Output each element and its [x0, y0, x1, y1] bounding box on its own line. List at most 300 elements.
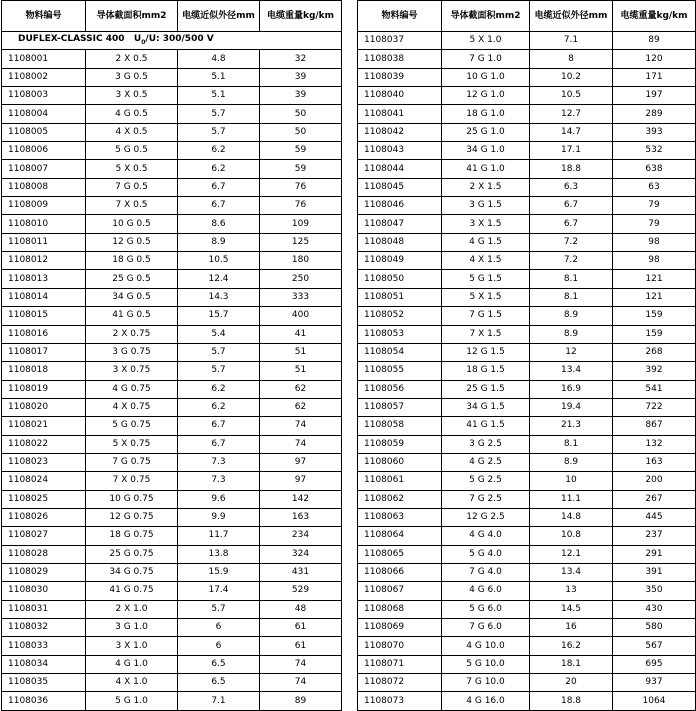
cell-weight: 867 [613, 417, 696, 435]
table-row [358, 325, 696, 343]
cell-material-code: 1108054 [358, 343, 442, 361]
cell-cross-section: 7 G 1.5 [442, 307, 530, 325]
cell-outer-diameter: 4.8 [178, 50, 260, 68]
table-row [2, 582, 342, 600]
cell-weight: 250 [260, 270, 342, 288]
table-row [2, 380, 342, 398]
table-body-left [2, 32, 342, 711]
cell-weight: 400 [260, 307, 342, 325]
cell-material-code: 1108011 [2, 233, 86, 251]
cell-weight: 125 [260, 233, 342, 251]
cell-material-code: 1108057 [358, 398, 442, 416]
cell-outer-diameter: 14.7 [530, 123, 613, 141]
cell-material-code: 1108027 [2, 527, 86, 545]
table-row [358, 674, 696, 692]
cell-weight: 532 [613, 142, 696, 160]
table-row [358, 398, 696, 416]
cell-cross-section: 5 X 0.5 [86, 160, 178, 178]
cell-outer-diameter: 6.2 [178, 380, 260, 398]
cell-material-code: 1108001 [2, 50, 86, 68]
cell-material-code: 1108029 [2, 563, 86, 581]
cell-weight: 51 [260, 343, 342, 361]
table-row [2, 343, 342, 361]
cell-cross-section: 25 G 1.0 [442, 123, 530, 141]
cell-weight: 333 [260, 288, 342, 306]
table-row [358, 50, 696, 68]
table-row [358, 123, 696, 141]
cell-material-code: 1108030 [2, 582, 86, 600]
table-row [2, 50, 342, 68]
cell-material-code: 1108060 [358, 453, 442, 471]
cell-weight: 79 [613, 215, 696, 233]
cell-outer-diameter: 6.7 [530, 197, 613, 215]
cell-outer-diameter: 18.1 [530, 655, 613, 673]
cell-outer-diameter: 6.2 [178, 398, 260, 416]
table-row [2, 197, 342, 215]
cell-cross-section: 4 G 1.5 [442, 233, 530, 251]
table-row [358, 270, 696, 288]
table-row [2, 270, 342, 288]
table-row [2, 68, 342, 86]
section-rating-sub: 0 [141, 39, 146, 47]
table-row [358, 178, 696, 196]
cell-outer-diameter: 11.7 [178, 527, 260, 545]
cell-cross-section: 3 G 0.5 [86, 68, 178, 86]
cell-cross-section: 3 G 1.0 [86, 619, 178, 637]
cell-weight: 51 [260, 362, 342, 380]
cell-weight: 430 [613, 600, 696, 618]
cell-outer-diameter: 7.2 [530, 233, 613, 251]
cell-outer-diameter: 8.1 [530, 270, 613, 288]
cell-weight: 159 [613, 307, 696, 325]
table-row [358, 563, 696, 581]
cell-weight: 120 [613, 50, 696, 68]
cell-outer-diameter: 18.8 [530, 160, 613, 178]
cell-weight: 392 [613, 362, 696, 380]
cell-material-code: 1108036 [2, 692, 86, 710]
table-row [358, 307, 696, 325]
table-row [2, 87, 342, 105]
cell-weight: 234 [260, 527, 342, 545]
cell-cross-section: 7 G 6.0 [442, 619, 530, 637]
cell-outer-diameter: 6.3 [530, 178, 613, 196]
cell-material-code: 1108056 [358, 380, 442, 398]
cell-outer-diameter: 8.1 [530, 435, 613, 453]
cell-material-code: 1108044 [358, 160, 442, 178]
cell-weight: 61 [260, 619, 342, 637]
cell-outer-diameter: 5.7 [178, 343, 260, 361]
cell-material-code: 1108045 [358, 178, 442, 196]
cell-material-code: 1108021 [2, 417, 86, 435]
cell-outer-diameter: 16.9 [530, 380, 613, 398]
cell-cross-section: 18 G 1.0 [442, 105, 530, 123]
cell-weight: 171 [613, 68, 696, 86]
cell-material-code: 1108018 [2, 362, 86, 380]
table-row [358, 197, 696, 215]
cell-cross-section: 5 G 0.5 [86, 142, 178, 160]
table-row [2, 123, 342, 141]
cell-material-code: 1108016 [2, 325, 86, 343]
cell-weight: 142 [260, 490, 342, 508]
cell-weight: 163 [260, 508, 342, 526]
cell-outer-diameter: 7.3 [178, 453, 260, 471]
cell-cross-section: 2 X 0.75 [86, 325, 178, 343]
cell-material-code: 1108033 [2, 637, 86, 655]
cell-cross-section: 41 G 1.5 [442, 417, 530, 435]
cell-outer-diameter: 8.6 [178, 215, 260, 233]
cell-outer-diameter: 10 [530, 472, 613, 490]
cell-cross-section: 4 G 2.5 [442, 453, 530, 471]
section-title [2, 32, 342, 50]
cell-material-code: 1108062 [358, 490, 442, 508]
table-row [2, 398, 342, 416]
cell-cross-section: 25 G 0.75 [86, 545, 178, 563]
cell-outer-diameter: 7.1 [178, 692, 260, 710]
cell-cross-section: 4 X 1.0 [86, 674, 178, 692]
cell-material-code: 1108071 [358, 655, 442, 673]
cell-outer-diameter: 15.9 [178, 563, 260, 581]
table-row [2, 362, 342, 380]
table-row [2, 619, 342, 637]
cell-material-code: 1108063 [358, 508, 442, 526]
cell-outer-diameter: 5.7 [178, 600, 260, 618]
table-row [2, 215, 342, 233]
table-row [2, 637, 342, 655]
cell-outer-diameter: 11.1 [530, 490, 613, 508]
table-header-row [2, 1, 342, 32]
cell-weight: 350 [613, 582, 696, 600]
table-body-right [358, 32, 696, 711]
cell-cross-section: 7 G 4.0 [442, 563, 530, 581]
cell-outer-diameter: 10.2 [530, 68, 613, 86]
cell-material-code: 1108024 [2, 472, 86, 490]
table-row [2, 160, 342, 178]
cell-material-code: 1108003 [2, 87, 86, 105]
cell-weight: 89 [613, 32, 696, 50]
table-row [2, 178, 342, 196]
cell-outer-diameter: 13.4 [530, 362, 613, 380]
table-row [358, 105, 696, 123]
section-rating-suffix: /U: 300/500 V [145, 34, 214, 45]
table-row [358, 619, 696, 637]
cell-material-code: 1108031 [2, 600, 86, 618]
cell-material-code: 1108073 [358, 692, 442, 710]
cell-cross-section: 10 G 0.5 [86, 215, 178, 233]
cell-weight: 722 [613, 398, 696, 416]
cell-cross-section: 3 X 1.0 [86, 637, 178, 655]
cell-outer-diameter: 13.8 [178, 545, 260, 563]
cell-cross-section: 2 X 1.0 [86, 600, 178, 618]
cell-cross-section: 18 G 0.75 [86, 527, 178, 545]
cell-outer-diameter: 13.4 [530, 563, 613, 581]
cell-weight: 291 [613, 545, 696, 563]
table-row [2, 563, 342, 581]
cell-cross-section: 34 G 0.75 [86, 563, 178, 581]
cell-material-code: 1108012 [2, 252, 86, 270]
table-row [2, 417, 342, 435]
cell-cross-section: 5 G 2.5 [442, 472, 530, 490]
cell-weight: 121 [613, 270, 696, 288]
cell-weight: 98 [613, 252, 696, 270]
table-row [2, 142, 342, 160]
cell-weight: 268 [613, 343, 696, 361]
table-row [2, 453, 342, 471]
cell-weight: 76 [260, 197, 342, 215]
cell-cross-section: 41 G 0.75 [86, 582, 178, 600]
cell-outer-diameter: 5.1 [178, 68, 260, 86]
cell-weight: 159 [613, 325, 696, 343]
cell-cross-section: 5 G 10.0 [442, 655, 530, 673]
cell-outer-diameter: 6.5 [178, 674, 260, 692]
cell-outer-diameter: 10.5 [530, 87, 613, 105]
cell-material-code: 1108017 [2, 343, 86, 361]
cell-material-code: 1108020 [2, 398, 86, 416]
table-row [358, 527, 696, 545]
cell-cross-section: 5 G 4.0 [442, 545, 530, 563]
cell-weight: 61 [260, 637, 342, 655]
cell-material-code: 1108065 [358, 545, 442, 563]
cell-cross-section: 5 G 1.5 [442, 270, 530, 288]
table-row [2, 325, 342, 343]
cell-cross-section: 5 X 1.0 [442, 32, 530, 50]
cell-cross-section: 5 G 0.75 [86, 417, 178, 435]
cell-weight: 695 [613, 655, 696, 673]
table-row [2, 508, 342, 526]
cell-cross-section: 18 G 1.5 [442, 362, 530, 380]
table-row [2, 252, 342, 270]
cell-weight: 39 [260, 68, 342, 86]
cell-material-code: 1108064 [358, 527, 442, 545]
cell-cross-section: 7 G 0.5 [86, 178, 178, 196]
cell-weight: 541 [613, 380, 696, 398]
cell-cross-section: 2 X 0.5 [86, 50, 178, 68]
cell-weight: 109 [260, 215, 342, 233]
cell-weight: 431 [260, 563, 342, 581]
cell-weight: 32 [260, 50, 342, 68]
cell-cross-section: 3 X 1.5 [442, 215, 530, 233]
table-row [2, 674, 342, 692]
cell-outer-diameter: 13 [530, 582, 613, 600]
cell-cross-section: 18 G 0.5 [86, 252, 178, 270]
col-header-outer-diameter: 电缆近似外径mm [530, 1, 613, 32]
table-row [358, 68, 696, 86]
cell-material-code: 1108022 [2, 435, 86, 453]
cell-material-code: 1108068 [358, 600, 442, 618]
cell-material-code: 1108040 [358, 87, 442, 105]
cell-outer-diameter: 21.3 [530, 417, 613, 435]
cell-weight: 638 [613, 160, 696, 178]
cell-weight: 98 [613, 233, 696, 251]
cell-material-code: 1108055 [358, 362, 442, 380]
cell-outer-diameter: 6.5 [178, 655, 260, 673]
cell-outer-diameter: 5.7 [178, 362, 260, 380]
cell-cross-section: 4 G 0.5 [86, 105, 178, 123]
cell-material-code: 1108025 [2, 490, 86, 508]
cell-cross-section: 5 G 6.0 [442, 600, 530, 618]
cell-outer-diameter: 16.2 [530, 637, 613, 655]
cell-material-code: 1108004 [2, 105, 86, 123]
table-row [358, 435, 696, 453]
cell-material-code: 1108049 [358, 252, 442, 270]
table-row [358, 490, 696, 508]
cell-outer-diameter: 8.9 [530, 307, 613, 325]
cell-material-code: 1108038 [358, 50, 442, 68]
col-header-cross-section: 导体截面积mm2 [86, 1, 178, 32]
cell-outer-diameter: 8.1 [530, 288, 613, 306]
cell-weight: 393 [613, 123, 696, 141]
cell-material-code: 1108014 [2, 288, 86, 306]
table-header-row [358, 1, 696, 32]
cell-material-code: 1108051 [358, 288, 442, 306]
cell-outer-diameter: 17.1 [530, 142, 613, 160]
cell-outer-diameter: 6.7 [178, 197, 260, 215]
cell-weight: 62 [260, 398, 342, 416]
table-row [358, 32, 696, 50]
table-row [2, 655, 342, 673]
cell-cross-section: 5 X 1.5 [442, 288, 530, 306]
cell-weight: 89 [260, 692, 342, 710]
cell-cross-section: 4 G 6.0 [442, 582, 530, 600]
cell-outer-diameter: 5.7 [178, 105, 260, 123]
cell-outer-diameter: 7.2 [530, 252, 613, 270]
cell-cross-section: 3 X 0.75 [86, 362, 178, 380]
cell-weight: 62 [260, 380, 342, 398]
cell-weight: 121 [613, 288, 696, 306]
cell-cross-section: 34 G 0.5 [86, 288, 178, 306]
cell-outer-diameter: 6.2 [178, 160, 260, 178]
cell-outer-diameter: 18.8 [530, 692, 613, 710]
cell-outer-diameter: 20 [530, 674, 613, 692]
cell-outer-diameter: 5.4 [178, 325, 260, 343]
cell-cross-section: 7 G 10.0 [442, 674, 530, 692]
cell-cross-section: 4 X 0.5 [86, 123, 178, 141]
cell-weight: 1064 [613, 692, 696, 710]
cell-weight: 97 [260, 453, 342, 471]
cell-cross-section: 12 G 1.5 [442, 343, 530, 361]
cell-weight: 74 [260, 417, 342, 435]
table-row [358, 380, 696, 398]
cell-outer-diameter: 8.9 [178, 233, 260, 251]
cell-outer-diameter: 6.7 [178, 435, 260, 453]
cell-cross-section: 4 X 0.75 [86, 398, 178, 416]
cell-weight: 937 [613, 674, 696, 692]
cell-cross-section: 12 G 1.0 [442, 87, 530, 105]
cell-cross-section: 41 G 0.5 [86, 307, 178, 325]
cell-weight: 79 [613, 197, 696, 215]
table-row [2, 545, 342, 563]
table-row [2, 105, 342, 123]
cell-weight: 197 [613, 87, 696, 105]
table-row [358, 600, 696, 618]
col-header-material-code: 物料编号 [358, 1, 442, 32]
cell-weight: 445 [613, 508, 696, 526]
table-row [358, 508, 696, 526]
cell-cross-section: 4 G 0.75 [86, 380, 178, 398]
cell-outer-diameter: 5.7 [178, 123, 260, 141]
cell-outer-diameter: 16 [530, 619, 613, 637]
cell-cross-section: 25 G 1.5 [442, 380, 530, 398]
table-row [358, 545, 696, 563]
cell-material-code: 1108002 [2, 68, 86, 86]
table-row [2, 600, 342, 618]
cell-cross-section: 5 G 1.0 [86, 692, 178, 710]
cell-weight: 391 [613, 563, 696, 581]
cell-weight: 39 [260, 87, 342, 105]
table-row [358, 142, 696, 160]
cell-cross-section: 7 X 0.5 [86, 197, 178, 215]
cell-material-code: 1108041 [358, 105, 442, 123]
table-row [2, 288, 342, 306]
cell-outer-diameter: 6 [178, 637, 260, 655]
cell-outer-diameter: 6.7 [530, 215, 613, 233]
cell-outer-diameter: 10.5 [178, 252, 260, 270]
section-row [2, 32, 342, 50]
cell-material-code: 1108061 [358, 472, 442, 490]
cell-weight: 48 [260, 600, 342, 618]
cell-cross-section: 4 G 16.0 [442, 692, 530, 710]
cell-outer-diameter: 12.4 [178, 270, 260, 288]
cell-cross-section: 4 G 1.0 [86, 655, 178, 673]
cell-cross-section: 3 G 2.5 [442, 435, 530, 453]
cell-weight: 74 [260, 655, 342, 673]
section-rating-prefix: U [133, 34, 142, 45]
col-header-cross-section: 导体截面积mm2 [442, 1, 530, 32]
cell-cross-section: 12 G 0.5 [86, 233, 178, 251]
table-row [358, 288, 696, 306]
cell-material-code: 1108010 [2, 215, 86, 233]
cell-cross-section: 25 G 0.5 [86, 270, 178, 288]
table-row [358, 417, 696, 435]
table-row [358, 252, 696, 270]
cell-material-code: 1108028 [2, 545, 86, 563]
cell-weight: 59 [260, 160, 342, 178]
cell-material-code: 1108035 [2, 674, 86, 692]
cell-weight: 180 [260, 252, 342, 270]
cell-outer-diameter: 9.6 [178, 490, 260, 508]
cell-cross-section: 7 X 0.75 [86, 472, 178, 490]
table-row [358, 362, 696, 380]
cell-material-code: 1108052 [358, 307, 442, 325]
cell-outer-diameter: 6.7 [178, 178, 260, 196]
cell-outer-diameter: 8.9 [530, 325, 613, 343]
cell-cross-section: 4 G 4.0 [442, 527, 530, 545]
cell-cross-section: 3 G 0.75 [86, 343, 178, 361]
cell-outer-diameter: 9.9 [178, 508, 260, 526]
cell-outer-diameter: 10.8 [530, 527, 613, 545]
cell-outer-diameter: 6.7 [178, 417, 260, 435]
cell-material-code: 1108069 [358, 619, 442, 637]
cell-cross-section: 5 X 0.75 [86, 435, 178, 453]
cell-material-code: 1108019 [2, 380, 86, 398]
cell-material-code: 1108034 [2, 655, 86, 673]
cell-cross-section: 7 G 0.75 [86, 453, 178, 471]
cell-weight: 63 [613, 178, 696, 196]
cell-outer-diameter: 14.8 [530, 508, 613, 526]
cell-weight: 74 [260, 674, 342, 692]
cell-outer-diameter: 12.1 [530, 545, 613, 563]
cell-weight: 289 [613, 105, 696, 123]
cell-outer-diameter: 7.1 [530, 32, 613, 50]
cell-weight: 529 [260, 582, 342, 600]
cell-cross-section: 2 X 1.5 [442, 178, 530, 196]
cell-material-code: 1108053 [358, 325, 442, 343]
cell-material-code: 1108048 [358, 233, 442, 251]
table-row [2, 307, 342, 325]
table-row [2, 233, 342, 251]
cell-outer-diameter: 12.7 [530, 105, 613, 123]
table-row [358, 472, 696, 490]
table-row [358, 453, 696, 471]
